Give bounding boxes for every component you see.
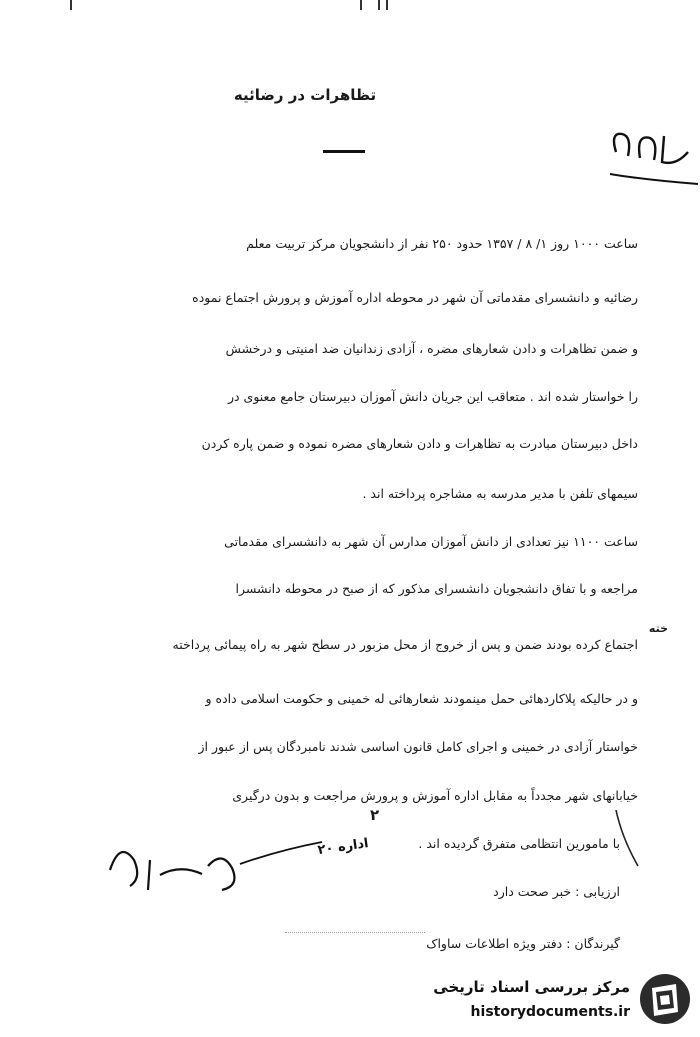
body-line-10: و در حالیکه پلاکاردهائی حمل مینمودند شعارهائی له خمینی و حکومت اسلامی داده و <box>205 691 638 706</box>
body-line-9: اجتماع کرده بودند ضمن و پس از خروج از محل مزبور در سطح شهر به راه پیمائی پرداخته <box>172 637 638 652</box>
recipients-line: گیرندگان : دفتر ویژه اطلاعات ساواک <box>426 936 620 951</box>
body-line-3: و ضمن تظاهرات و دادن شعارهای مضره ، آزادی زندانیان ضد امنیتی و درخشش <box>225 341 638 356</box>
body-line-2: رضائیه و دانشسرای مقدماتی آن شهر در محوطه اداره آموزش و پرورش اجتماع نموده <box>192 290 638 305</box>
handwritten-number-mark <box>606 122 700 192</box>
body-line-7: ساعت ۱۱۰۰ نیز تعدادی از دانش آموزان مدارس آن شهر به دانشسرای مقدماتی <box>224 534 638 549</box>
redacted-dotted-area <box>285 912 425 933</box>
body-line-4: را خواستار شده اند . متعاقب این جریان دانش آموزان دبیرستان جامع معنوی در <box>227 389 638 404</box>
body-line-5: داخل دبیرستان مبادرت به تظاهرات و دادن شعارهای مضره نموده و ضمن پاره کردن <box>201 436 638 451</box>
archive-watermark <box>412 972 692 1032</box>
top-edge-marks <box>60 0 460 14</box>
body-line-13: با مامورین انتظامی متفرق گردیده اند . <box>418 836 620 851</box>
page-number: ۲ <box>370 806 380 824</box>
body-line-tail: خته <box>648 622 668 635</box>
document-title: تظاهرات در رضائیه <box>233 86 377 104</box>
handwritten-signature-area <box>90 830 370 920</box>
margin-handwritten-note: اداره ۲۰ <box>316 836 370 859</box>
body-line-8: مراجعه و با تفاق دانشجویان دانشسرای مذکور که از صبح در محوطه دانشسرا <box>235 581 638 596</box>
archive-title: مرکز بررسی اسناد تاریخی <box>433 978 630 996</box>
title-underline <box>323 150 365 153</box>
body-line-6: سیمهای تلفن با مدیر مدرسه به مشاجره پرداخته اند . <box>362 486 638 501</box>
handwritten-number-text: ۴۲۱ <box>651 191 653 192</box>
evaluation-line: ارزیابی : خبر صحت دارد <box>493 884 620 899</box>
archive-url: historydocuments.ir <box>470 1004 630 1020</box>
body-line-11: خواستار آزادی در خمینی و اجرای کامل قانون اساسی شدند نامبردگان پس از عبور از <box>198 739 638 754</box>
margin-pen-stroke <box>612 808 642 868</box>
body-line-12: خیابانهای شهر مجدداً به مقابل اداره آموزش و پرورش مراجعت و بدون درگیری <box>232 788 638 803</box>
archive-logo-icon <box>638 972 692 1026</box>
body-line-1: ساعت ۱۰۰۰ روز ۱/ ۸ / ۱۳۵۷ حدود ۲۵۰ نفر از دانشجویان مرکز تربیت معلم <box>246 236 638 251</box>
